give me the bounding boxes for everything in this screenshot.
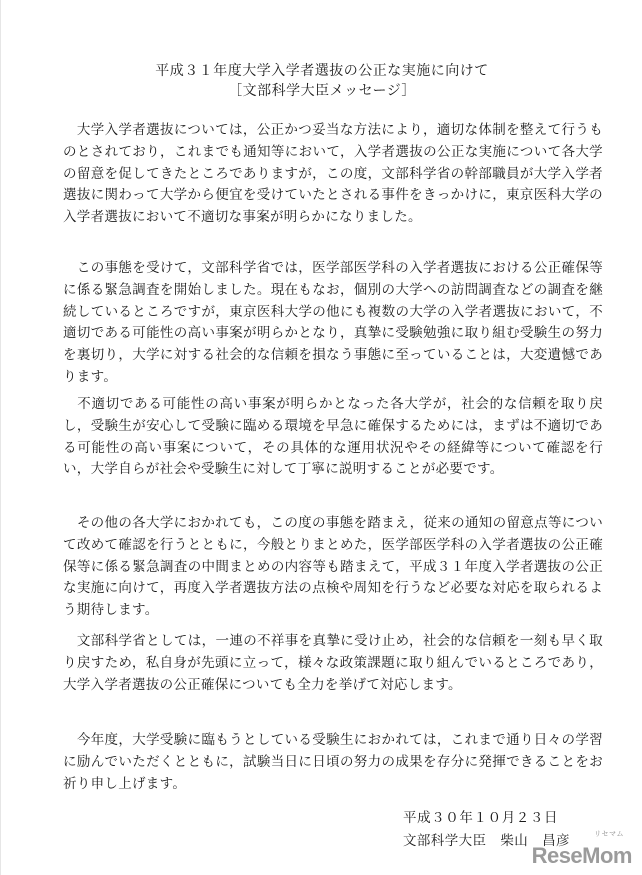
signature-name: 柴山 昌彦 (500, 833, 570, 849)
paragraph-3: 不適切である可能性の高い事案が明らかとなった各大学が，社会的な信頼を取り戻し，受験生が安心して受験に臨める環境を早急に確保するためには，まずは不適切である可能性の高い事案について，その具体的な運用状況やその経緯等について確認を行い，大学自らが社会や受験生に対して丁寧に説明することが必要です。 (63, 396, 603, 478)
paragraph-4: その他の各大学におかれても，この度の事態を踏まえ，従来の通知の留意点等について改めて確認を行うとともに，今般とりまとめた，医学部医学科の入学者選抜の公正確保等に係る緊急調査の中間まとめの内容等も踏まえて，平成３１年度入学者選抜の公正な実施に向けて，再度入学者選抜方法の点検や周知を行うなど必要な対応を取られるよう期待します。 (63, 515, 603, 619)
watermark-kana: リセマム (594, 830, 624, 838)
document-date: 平成３０年１０月２３日 (403, 810, 559, 826)
paragraph-5: 文部科学省としては，一連の不祥事を真摯に受け止め，社会的な信頼を一刻も早く取り戻すため，私自身が先頭に立って，様々な政策課題に取り組んでいるところであり，大学入学者選抜の公正確保についても全力を挙げて対応します。 (63, 633, 603, 693)
paragraph-6: 今年度，大学受験に臨もうとしている受験生におかれては，これまで通り日々の学習に励んでいただくとともに，試験当日に日頃の努力の成果を存分に発揮できることをお祈り申し上げます。 (63, 732, 603, 792)
paragraph-1: 大学入学者選抜については，公正かつ妥当な方法により，適切な体制を整えて行うものとされており，これまでも通知等において，入学者選抜の公正な実施について各大学の留意を促してきたところでありますが，この度，文部科学省の幹部職員が大学入学者選抜に関わって大学から便宜を受けていたとされる事件をきっかけに，東京医科大学の入学者選抜において不適切な事案が明らかになりました。 (63, 122, 603, 226)
resemom-watermark (494, 829, 634, 869)
paragraph-2: この事態を受けて，文部科学省では，医学部医学科の入学者選抜における公正確保等に係る緊急調査を開始しました。現在もなお，個別の大学への訪問調査などの調査を継続しているところですが，東京医科大学の他にも複数の大学の入学者選抜において，不適切である可能性の高い事案が明らかとなり，真摯に受験勉強に取り組む受験生の努力を裏切り，大学に対する社会的な信頼を損なう事態に至っていることは，大変遺憾であります。 (63, 260, 603, 385)
document-subtitle: ［文部科学大臣メッセージ］ (228, 83, 416, 99)
watermark-logo: ReseMom (531, 843, 632, 868)
signature-position: 文部科学大臣 (403, 833, 487, 849)
document-title: 平成３１年度大学入学者選抜の公正な実施に向けて (155, 63, 489, 79)
